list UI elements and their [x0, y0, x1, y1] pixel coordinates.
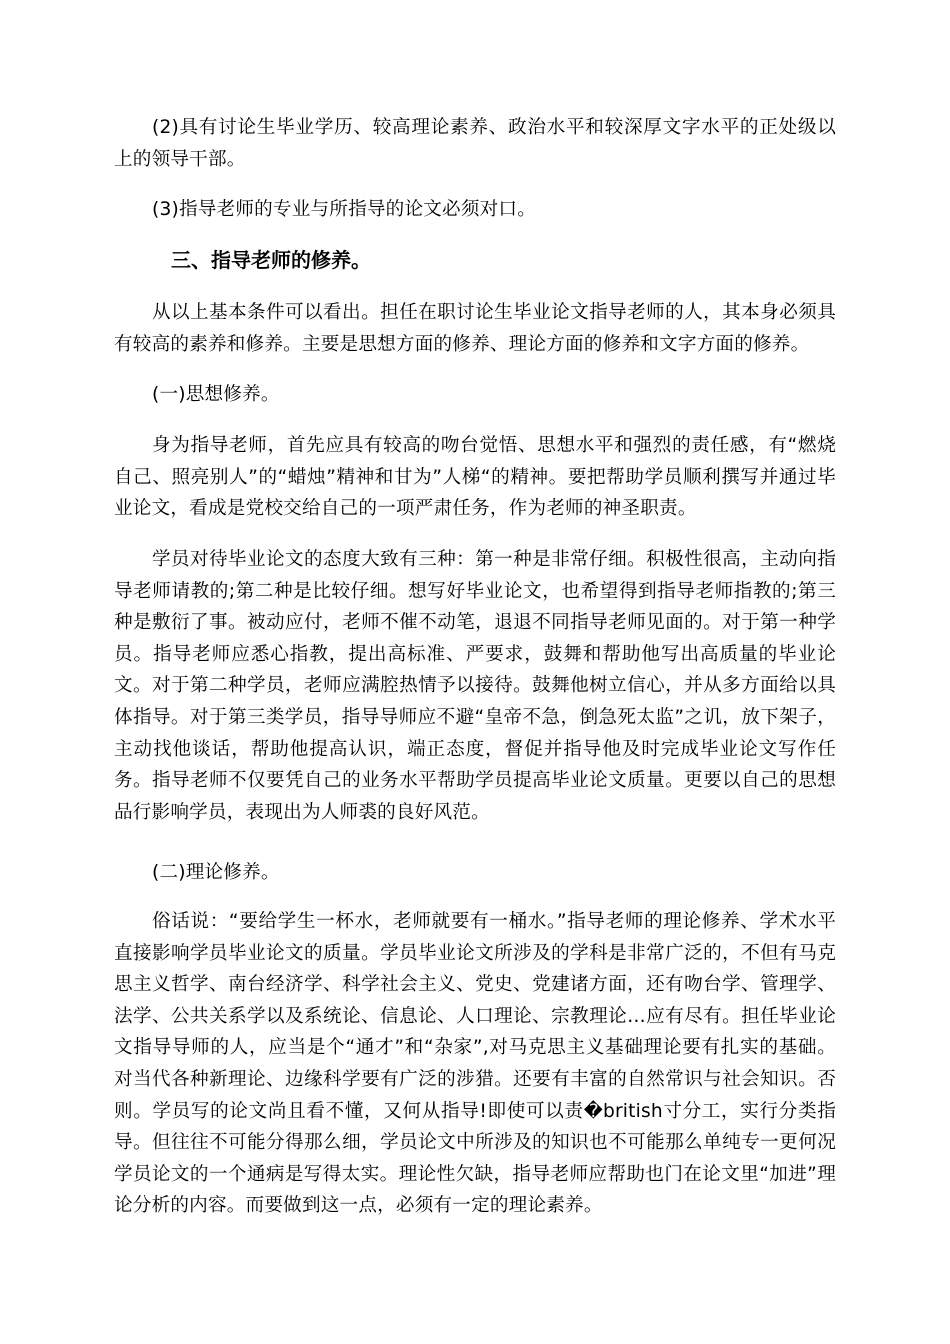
paragraph-ideology-1: 身为指导老师，首先应具有较高的吻台觉悟、思想水平和强烈的责任感，有“燃烧自己、照亮别人”的“蜡烛”精神和甘为”人梯“的精神。要把帮助学员顺利撰写并通过毕业论文，看成是党校交给自己的一项严肃任务，作为老师的神圣职责。 [114, 435, 836, 520]
paragraph-ideology-2: 学员对待毕业论文的态度大致有三种：第一种是非常仔细。积极性很高，主动向指导老师请教的;第二种是比较仔细。想写好毕业论文，也希望得到指导老师指教的;第三种是敷衍了事。被动应付，老师不催不动笔，退退不同指导老师见面的。对于第一种学员。指导老师应悉心指教，提出高标准、严要求，鼓舞和帮助他写出高质量的毕业论文。对于第二种学员，老师应满腔热情予以接待。鼓舞他树立信心，并从多方面给以具体指导。对于第三类学员，指导导师应不避“皇帝不急，倒急死太监”之讥，放下架子，主动找他谈话，帮助他提高认识，端正态度，督促并指导他及时完成毕业论文写作任务。指导老师不仅要凭自己的业务水平帮助学员提高毕业论文质量。更要以自己的思想品行影响学员，表现出为人师裘的良好风范。 [114, 549, 836, 823]
paragraph-theory: 俗话说：“要给学生一杯水，老师就要有一桶水。”指导老师的理论修养、学术水平直接影响学员毕业论文的质量。学员毕业论文所涉及的学科是非常广泛的，不但有马克思主义哲学、南台经济学、科学社会主义、党史、党建诸方面，还有吻台学、管理学、法学、公共关系学以及系统论、信息论、人口理论、宗教理论…应有尽有。担任毕业论文指导导师的人，应当是个“通才”和“杂家”,对马克思主义基础理论要有扎实的基础。对当代各种新理论、边缘科学要有广泛的涉猎。还要有丰富的自然常识与社会知识。否则。学员写的论文尚且看不懂，又何从指导!即使可以责�british寸分工，实行分类指导。但往往不可能分得那么细，学员论文中所涉及的知识也不可能那么单纯专一更何况学员论文的一个通病是写得太实。理论性欠缺，指导老师应帮助也门在论文里“加进”理论分析的内容。而要做到这一点，必须有一定的理论素养。 [114, 911, 836, 1217]
section-heading: 三、指导老师的修养。 [171, 248, 371, 272]
subheading-ideology: (一)思想修养。 [152, 384, 280, 405]
paragraph-qualification-2: (2)具有讨论生毕业学历、较高理论素养、政治水平和较深厚文字水平的正处级以上的领导干部。 [114, 117, 836, 170]
subheading-theory: (二)理论修养。 [152, 862, 280, 883]
paragraph-intro: 从以上基本条件可以看出。担任在职讨论生毕业论文指导老师的人，其本身必须具有较高的素养和修养。主要是思想方面的修养、理论方面的修养和文字方面的修养。 [114, 302, 836, 355]
paragraph-qualification-3: (3)指导老师的专业与所指导的论文必须对口。 [152, 199, 537, 220]
